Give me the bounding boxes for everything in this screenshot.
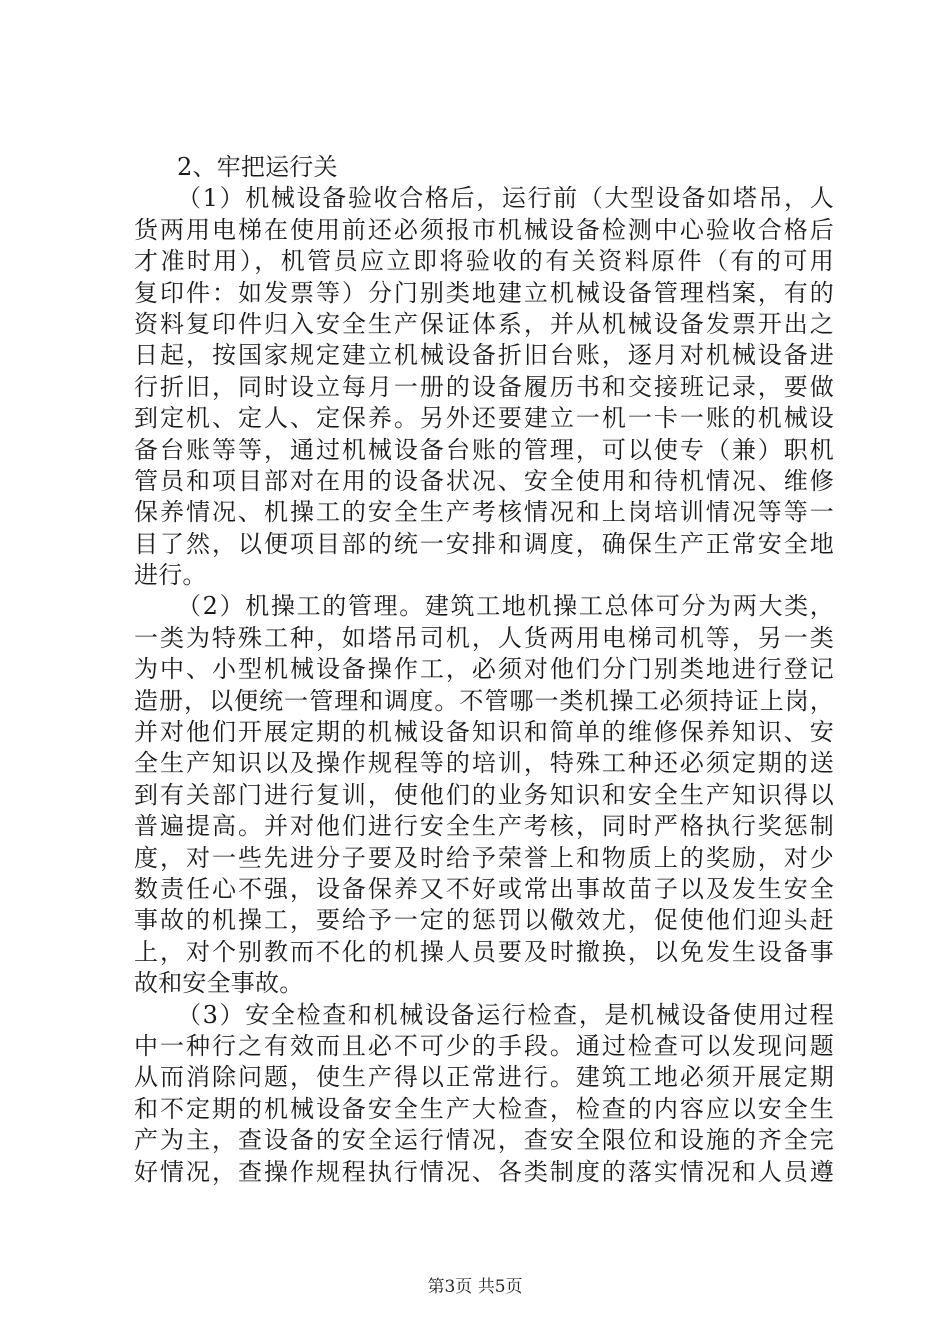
paragraph-3-line: 和不定期的机械设备安全生产大检查，检查的内容应以安全生 <box>134 1094 834 1123</box>
paragraph-3-line: 好情况，查操作规程执行情况、各类制度的落实情况和人员遵 <box>134 1157 834 1186</box>
paragraph-2-line: 普遍提高。并对他们进行安全生产考核，同时严格执行奖惩制 <box>134 812 834 841</box>
paragraph-3-line: （3）安全检查和机械设备运行检查，是机械设备使用过程 <box>177 1000 834 1029</box>
paragraph-2-line: 度，对一些先进分子要及时给予荣誉上和物质上的奖励，对少 <box>134 843 834 872</box>
paragraph-2-line: 到有关部门进行复训，使他们的业务知识和安全生产知识得以 <box>134 780 834 809</box>
paragraph-1-line: 资料复印件归入安全生产保证体系，并从机械设备发票开出之 <box>134 309 834 338</box>
paragraph-2-line: （2）机操工的管理。建筑工地机操工总体可分为两大类， <box>177 592 834 621</box>
paragraph-2-line: 全生产知识以及操作规程等的培训，特殊工种还必须定期的送 <box>134 749 834 778</box>
paragraph-2-line: 为中、小型机械设备操作工，必须对他们分门别类地进行登记 <box>134 655 834 684</box>
paragraph-2-line: 并对他们开展定期的机械设备知识和简单的维修保养知识、安 <box>134 718 834 747</box>
paragraph-1-line-last: 进行。 <box>134 561 207 590</box>
paragraph-1-line: 保养情况、机操工的安全生产考核情况和上岗培训情况等等一 <box>134 498 834 527</box>
paragraph-1-line: 货两用电梯在使用前还必须报市机械设备检测中心验收合格后 <box>134 215 834 244</box>
paragraph-1-line: 行折旧，同时设立每月一册的设备履历书和交接班记录，要做 <box>134 372 834 401</box>
page-number-footer: 第3页 共5页 <box>427 1277 523 1297</box>
paragraph-2-line: 数责任心不强，设备保养又不好或常出事故苗子以及发生安全 <box>134 874 834 903</box>
paragraph-1-line: 才准时用），机管员应立即将验收的有关资料原件（有的可用 <box>134 247 834 276</box>
paragraph-2-line: 事故的机操工，要给予一定的惩罚以儆效尤，促使他们迎头赶 <box>134 906 834 935</box>
paragraph-1-line: 目了然，以便项目部的统一安排和调度，确保生产正常安全地 <box>134 529 834 558</box>
document-body <box>134 152 834 1188</box>
paragraph-2-line-last: 故和安全事故。 <box>134 969 304 998</box>
paragraph-2-line: 上，对个别教而不化的机操人员要及时撤换，以免发生设备事 <box>134 937 834 966</box>
paragraph-2-line: 一类为特殊工种，如塔吊司机，人货两用电梯司机等，另一类 <box>134 623 834 652</box>
paragraph-3-line: 中一种行之有效而且必不可少的手段。通过检查可以发现问题 <box>134 1031 834 1060</box>
paragraph-1-line: 管员和项目部对在用的设备状况、安全使用和待机情况、维修 <box>134 466 834 495</box>
paragraph-3-line: 产为主，查设备的安全运行情况，查安全限位和设施的齐全完 <box>134 1126 834 1155</box>
paragraph-3-line: 从而消除问题，使生产得以正常进行。建筑工地必须开展定期 <box>134 1063 834 1092</box>
paragraph-1-line: 备台账等等，通过机械设备台账的管理，可以使专（兼）职机 <box>134 435 834 464</box>
paragraph-1-line: 日起，按国家规定建立机械设备折旧台账，逐月对机械设备进 <box>134 341 834 370</box>
section-heading: 2、牢把运行关 <box>177 153 338 181</box>
paragraph-1-line: （1）机械设备验收合格后，运行前（大型设备如塔吊，人 <box>177 184 834 213</box>
paragraph-1-line: 到定机、定人、定保养。另外还要建立一机一卡一账的机械设 <box>134 404 834 433</box>
paragraph-1-line: 复印件：如发票等）分门别类地建立机械设备管理档案，有的 <box>134 278 834 307</box>
paragraph-2-line: 造册，以便统一管理和调度。不管哪一类机操工必须持证上岗， <box>134 686 834 715</box>
